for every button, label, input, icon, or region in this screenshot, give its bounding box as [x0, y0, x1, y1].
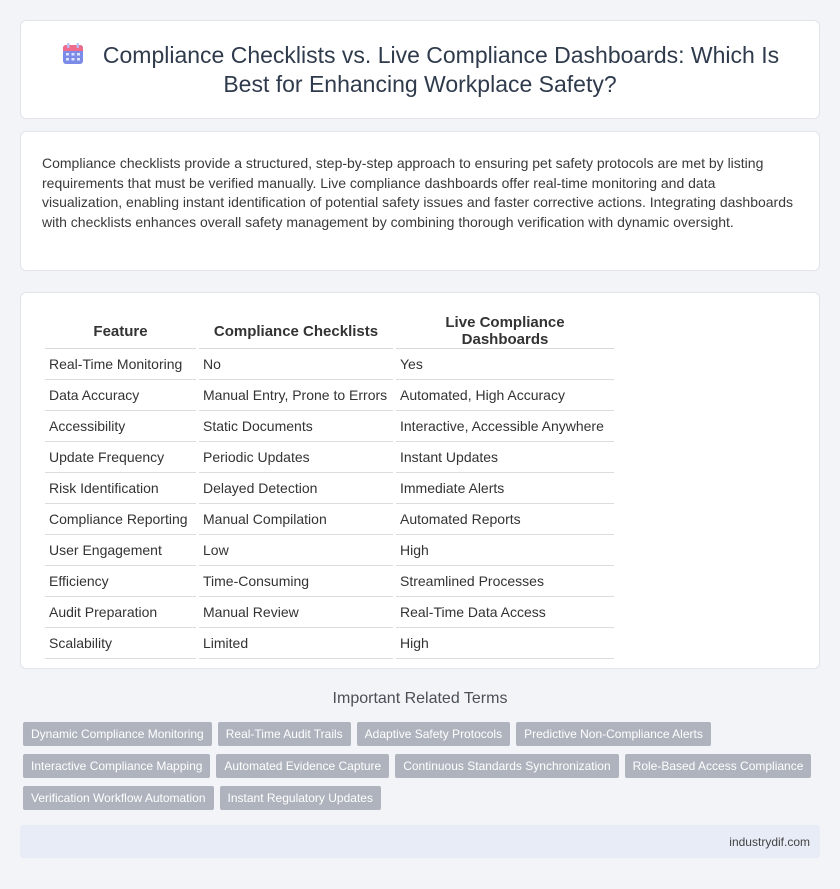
dashboard-cell: Automated, High Accuracy	[396, 380, 614, 411]
page-title: Compliance Checklists vs. Live Compliance Dashboards: Which Is Best for Enhancing Workplace Safety?	[102, 42, 780, 97]
checklist-cell: Manual Review	[199, 597, 393, 628]
header-dashboards: Live Compliance Dashboards	[396, 314, 614, 349]
checklist-cell: Time-Consuming	[199, 566, 393, 597]
dashboard-cell: Real-Time Data Access	[396, 597, 614, 628]
table-row	[45, 473, 614, 504]
table-row	[45, 566, 614, 597]
page-title-wrap	[21, 41, 819, 99]
term-tag[interactable]: Automated Evidence Capture	[216, 754, 389, 778]
feature-cell: Data Accuracy	[45, 380, 196, 411]
feature-cell: Audit Preparation	[45, 597, 196, 628]
comparison-card	[20, 292, 820, 669]
table-header-row	[45, 314, 614, 349]
term-tag[interactable]: Continuous Standards Synchronization	[395, 754, 618, 778]
term-tag[interactable]: Predictive Non-Compliance Alerts	[516, 722, 711, 746]
feature-cell: Update Frequency	[45, 442, 196, 473]
term-tag[interactable]: Interactive Compliance Mapping	[23, 754, 210, 778]
header-checklists: Compliance Checklists	[199, 314, 393, 349]
term-tag[interactable]: Instant Regulatory Updates	[220, 786, 381, 810]
feature-cell: Accessibility	[45, 411, 196, 442]
table-row	[45, 349, 614, 380]
term-tag[interactable]: Role-Based Access Compliance	[625, 754, 812, 778]
dashboard-cell: High	[396, 628, 614, 659]
table-row	[45, 380, 614, 411]
checklist-cell: Delayed Detection	[199, 473, 393, 504]
table-row	[45, 597, 614, 628]
dashboard-cell: Yes	[396, 349, 614, 380]
checklist-cell: Static Documents	[199, 411, 393, 442]
feature-cell: Compliance Reporting	[45, 504, 196, 535]
table-row	[45, 535, 614, 566]
dashboard-cell: Instant Updates	[396, 442, 614, 473]
comparison-table	[42, 314, 617, 659]
table-row	[45, 411, 614, 442]
feature-cell: Real-Time Monitoring	[45, 349, 196, 380]
intro-paragraph: Compliance checklists provide a structured, step-by-step approach to ensuring pet safety protocols are met by listing requirements that must be verified manually. Live compliance dashboards offer real-time monitoring and data visualization, enabling instant identification of potential safety issues and faster corrective actions. Integrating dashboards with checklists enhances overall safety management by combining thorough verification with dynamic oversight.	[42, 155, 793, 230]
feature-cell: User Engagement	[45, 535, 196, 566]
dashboard-cell: Automated Reports	[396, 504, 614, 535]
feature-cell: Efficiency	[45, 566, 196, 597]
checklist-cell: Manual Entry, Prone to Errors	[199, 380, 393, 411]
term-tag[interactable]: Verification Workflow Automation	[23, 786, 214, 810]
feature-cell: Risk Identification	[45, 473, 196, 504]
checklist-cell: Limited	[199, 628, 393, 659]
feature-cell: Scalability	[45, 628, 196, 659]
header-card	[20, 20, 820, 119]
header-feature: Feature	[45, 314, 196, 349]
checklist-cell: No	[199, 349, 393, 380]
related-terms-tags	[23, 722, 823, 810]
checklist-cell: Low	[199, 535, 393, 566]
footer-bar	[20, 825, 820, 858]
dashboard-cell: Interactive, Accessible Anywhere	[396, 411, 614, 442]
footer-site-link[interactable]: industrydif.com	[729, 835, 810, 849]
term-tag[interactable]: Dynamic Compliance Monitoring	[23, 722, 212, 746]
term-tag[interactable]: Real-Time Audit Trails	[218, 722, 351, 746]
dashboard-cell: Immediate Alerts	[396, 473, 614, 504]
term-tag[interactable]: Adaptive Safety Protocols	[357, 722, 510, 746]
related-terms-heading: Important Related Terms	[332, 690, 508, 707]
intro-card	[20, 131, 820, 271]
dashboard-cell: Streamlined Processes	[396, 566, 614, 597]
dashboard-cell: High	[396, 535, 614, 566]
table-row	[45, 504, 614, 535]
checklist-cell: Manual Compilation	[199, 504, 393, 535]
checklist-cell: Periodic Updates	[199, 442, 393, 473]
table-row	[45, 628, 614, 659]
table-row	[45, 442, 614, 473]
calendar-icon	[61, 42, 85, 66]
